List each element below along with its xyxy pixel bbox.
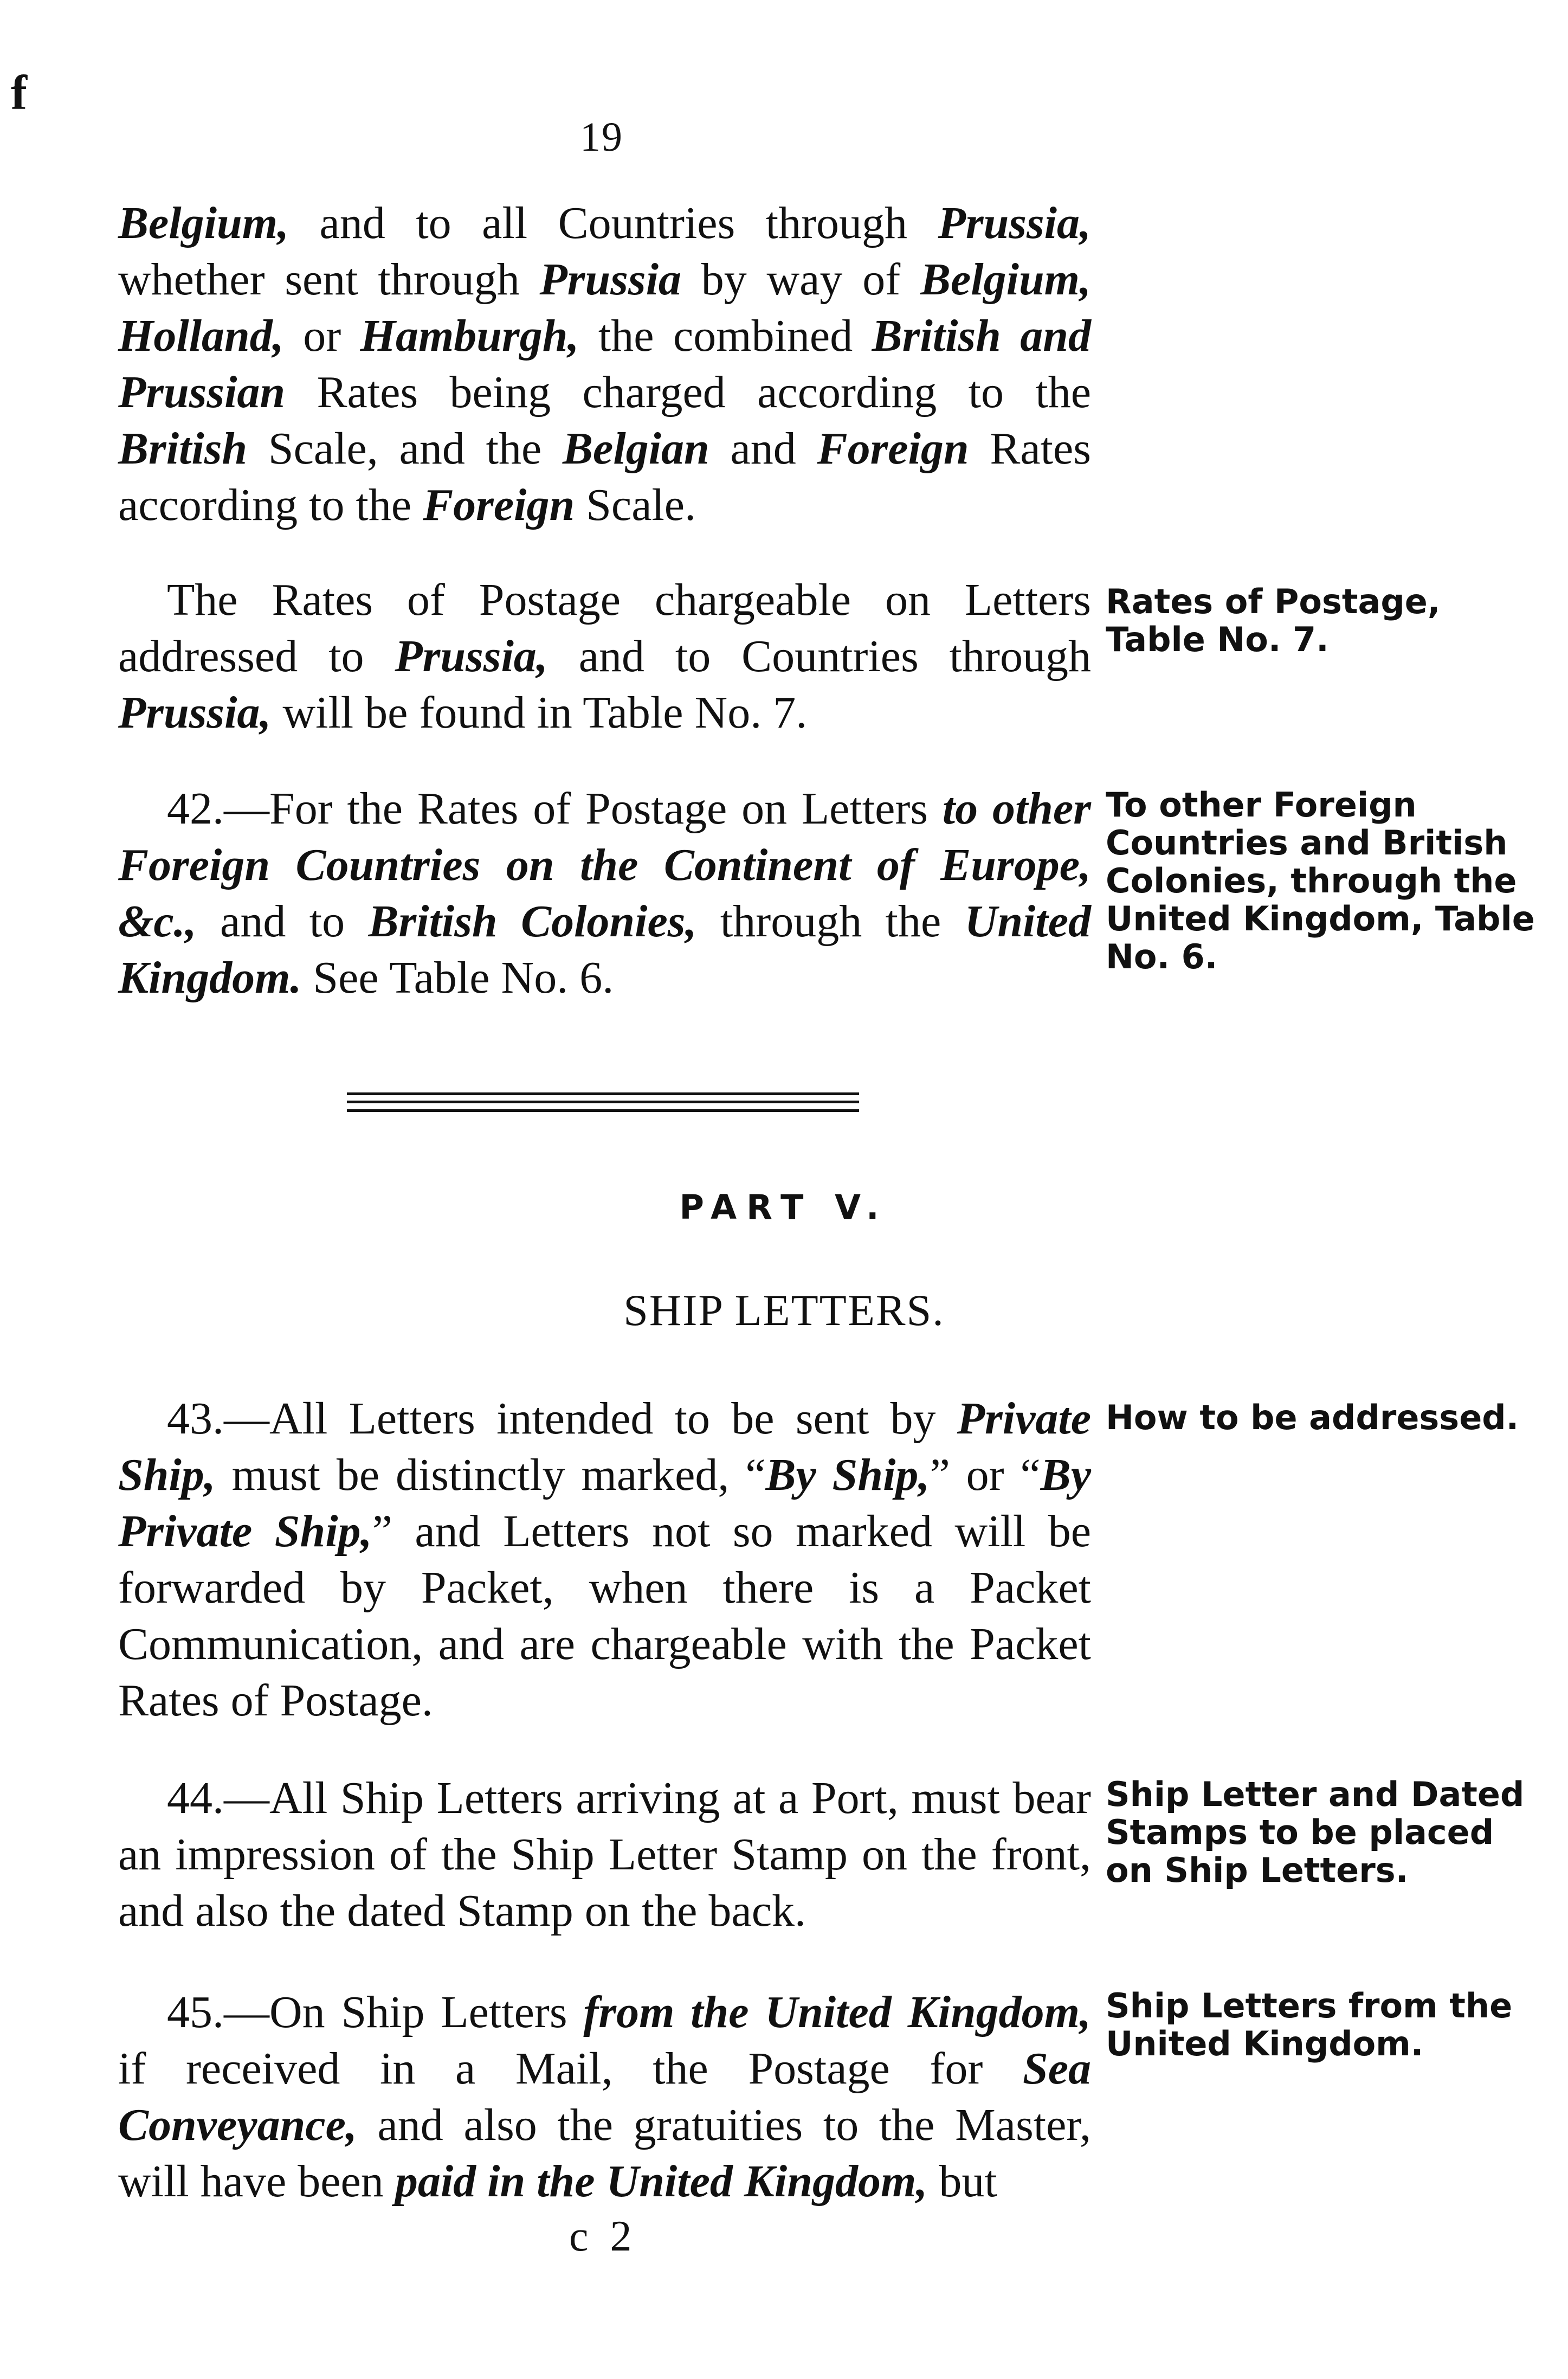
- signature-mark: c 2: [569, 2213, 637, 2260]
- text-run: British and Prussian: [118, 311, 1091, 417]
- text-run: The Rates of Postage chargeable on Letters addressed to: [118, 575, 1091, 681]
- paragraph-belgium: [118, 195, 1091, 533]
- sidenote-other-foreign-countries: To other Foreign Countries and British Colonies, through the United Kingdom, Table No. 6.: [1106, 785, 1535, 976]
- text-run: 44.—All Ship Letters arriving at a Port, must bear an impression of the Ship Letter Stamp on the front, and also the dated Stamp on the back.: [118, 1773, 1091, 1936]
- paragraph-44: [118, 1770, 1091, 1939]
- text-run: 43.—All Letters intended to be sent by: [167, 1393, 957, 1444]
- divider-rule: [347, 1092, 859, 1095]
- paragraph-42: [118, 781, 1091, 1006]
- text-run: and also the gratuities to the Master, will have been: [118, 2100, 1091, 2207]
- sidenote-rates-table-7: Rates of Postage, Table No. 7.: [1106, 582, 1441, 659]
- section-heading: SHIP LETTERS.: [623, 1285, 945, 1335]
- text-run: Scale, and the: [247, 423, 563, 474]
- text-run: Rates being charged according to the: [285, 367, 1091, 417]
- text-run: the combined: [579, 311, 872, 361]
- text-run: will be found in Table No. 7.: [271, 687, 808, 738]
- text-run: See Table No. 6.: [301, 953, 614, 1003]
- text-run: Belgium,: [118, 198, 289, 248]
- text-run: to other Foreign Countries on the Continent of Europe, &c.,: [118, 783, 1091, 947]
- text-run: ” or “: [930, 1450, 1041, 1500]
- sidenote-ship-letters-from-uk: Ship Letters from the United Kingdom.: [1106, 1986, 1513, 2063]
- text-run: and to: [196, 896, 369, 947]
- text-run: and: [709, 423, 817, 474]
- text-run: if received in a Mail, the Postage for: [118, 2043, 1023, 2094]
- text-run: through the: [696, 896, 965, 947]
- text-run: Prussia,: [938, 198, 1091, 248]
- text-run: British Colonies,: [368, 896, 697, 947]
- text-run: 45.—On Ship Letters: [167, 1987, 584, 2037]
- text-run: Belgian: [563, 423, 709, 474]
- text-run: Foreign: [817, 423, 969, 474]
- text-run: Prussia: [539, 254, 681, 305]
- text-run: Rates according to the: [118, 423, 1091, 530]
- part-heading: PART V.: [679, 1187, 889, 1227]
- text-run: Prussia,: [395, 631, 548, 681]
- text-run: British: [118, 423, 248, 474]
- text-run: Private Ship,: [118, 1393, 1091, 1500]
- text-run: Foreign: [423, 480, 575, 530]
- text-run: Scale.: [575, 480, 696, 530]
- text-run: must be distinctly marked, “: [215, 1450, 766, 1500]
- divider-rule: [347, 1109, 859, 1112]
- page-number: 19: [580, 114, 623, 160]
- text-run: or: [283, 311, 360, 361]
- text-run: Holland,: [118, 311, 284, 361]
- sidenote-ship-letter-stamps: Ship Letter and Dated Stamps to be placed on Ship Letters.: [1106, 1774, 1525, 1890]
- text-run: Hamburgh,: [360, 311, 579, 361]
- text-run: ” and Letters not so marked will be forwarded by Packet, when there is a Packet Communication, and are chargeable with the Packet Rates of Postage.: [118, 1506, 1091, 1726]
- corner-mark: f: [11, 66, 27, 120]
- text-run: and to Countries through: [547, 631, 1091, 681]
- text-run: whether sent through: [118, 254, 540, 305]
- text-run: Sea Conveyance,: [118, 2043, 1091, 2150]
- text-run: paid in the United Kingdom,: [395, 2156, 928, 2207]
- paragraph-45: [118, 1984, 1091, 2210]
- text-run: Belgium,: [920, 254, 1091, 305]
- text-run: from the United Kingdom,: [583, 1987, 1091, 2037]
- text-run: but: [927, 2156, 997, 2207]
- paragraph-prussia-rates: [118, 572, 1091, 741]
- text-run: by way of: [681, 254, 920, 305]
- text-run: By Ship,: [765, 1450, 930, 1500]
- text-run: By Private Ship,: [118, 1450, 1091, 1557]
- sidenote-how-addressed: How to be addressed.: [1106, 1398, 1519, 1437]
- divider-rule: [347, 1101, 859, 1103]
- paragraph-43: [118, 1391, 1091, 1729]
- text-run: and to all Countries through: [289, 198, 938, 248]
- text-run: Prussia,: [118, 687, 272, 738]
- text-run: United Kingdom.: [118, 896, 1092, 1003]
- text-run: 42.—For the Rates of Postage on Letters: [167, 783, 943, 834]
